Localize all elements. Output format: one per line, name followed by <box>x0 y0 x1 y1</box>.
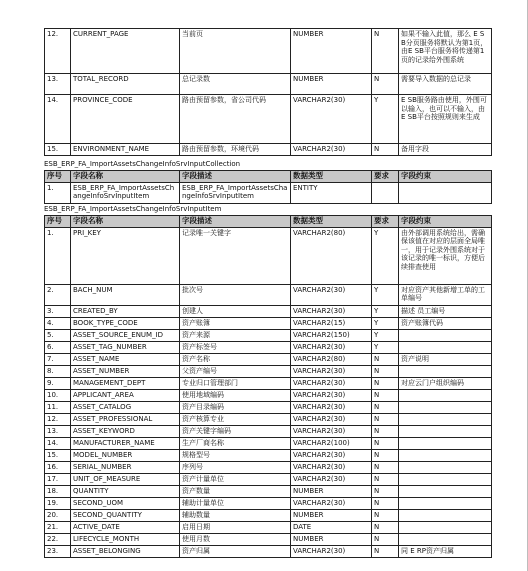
cell-note: E SB服务路由使用，外围可以输入，也可以不输入，由E SB平台按照规则来生成 <box>399 95 492 144</box>
table-row <box>45 227 492 284</box>
cell-type: VARCHAR2(100) <box>291 437 372 449</box>
cell-note: 备用字段 <box>399 144 492 156</box>
cell-type: NUMBER <box>291 29 372 74</box>
cell-field: ENVIRONMENT_NAME <box>71 144 180 156</box>
cell-desc: 规格型号 <box>180 449 291 461</box>
cell-type: VARCHAR2(80) <box>291 227 372 284</box>
table-row <box>45 425 492 437</box>
table-row <box>45 473 492 485</box>
cell-no: 22. <box>45 533 71 545</box>
cell-no: 20. <box>45 509 71 521</box>
table-row <box>45 29 492 74</box>
cell-note <box>399 461 492 473</box>
cell-no: 16. <box>45 461 71 473</box>
cell-note: 如果不输入此值，那么 E SB分页服务将默认为第1页，由E SB平台服务将传递第1页的记录给外围系统 <box>399 29 492 74</box>
continued-field-table-body <box>45 29 492 156</box>
cell-desc: 当前页 <box>180 29 291 74</box>
cell-field: ASSET_TAG_NUMBER <box>71 341 180 353</box>
table-row <box>45 389 492 401</box>
cell-field: ASSET_KEYWORD <box>71 425 180 437</box>
cell-desc: 资产目录编码 <box>180 401 291 413</box>
cell-req: N <box>372 461 399 473</box>
cell-field: APPLICANT_AREA <box>71 389 180 401</box>
table-row <box>45 317 492 329</box>
cell-desc: 创建人 <box>180 305 291 317</box>
cell-field: MODEL_NUMBER <box>71 449 180 461</box>
cell-field: ESB_ERP_FA_ImportAssetsChangeInfoSrvInputItem <box>71 182 180 203</box>
cell-field: ASSET_NUMBER <box>71 365 180 377</box>
cell-field: SECOND_QUANTITY <box>71 509 180 521</box>
table-row <box>45 449 492 461</box>
header-field: 字段名称 <box>71 171 180 183</box>
cell-no: 8. <box>45 365 71 377</box>
header-req: 要求 <box>372 216 399 228</box>
cell-type: VARCHAR2(30) <box>291 284 372 305</box>
cell-no: 14. <box>45 437 71 449</box>
cell-type: VARCHAR2(30) <box>291 449 372 461</box>
cell-no: 17. <box>45 473 71 485</box>
cell-field: TOTAL_RECORD <box>71 74 180 95</box>
cell-type: DATE <box>291 521 372 533</box>
table-row <box>45 485 492 497</box>
cell-req: N <box>372 497 399 509</box>
cell-req: N <box>372 29 399 74</box>
table-row <box>45 437 492 449</box>
cell-req: N <box>372 377 399 389</box>
cell-field: PRI_KEY <box>71 227 180 284</box>
cell-type: VARCHAR2(30) <box>291 389 372 401</box>
cell-desc: 辅助计量单位 <box>180 497 291 509</box>
cell-note <box>399 473 492 485</box>
cell-desc: 路由预留参数，环境代码 <box>180 144 291 156</box>
cell-field: BACH_NUM <box>71 284 180 305</box>
cell-no: 12. <box>45 413 71 425</box>
cell-desc: 资产账簿 <box>180 317 291 329</box>
cell-req: N <box>372 413 399 425</box>
cell-note <box>399 413 492 425</box>
cell-req: N <box>372 437 399 449</box>
table-row <box>45 353 492 365</box>
table-row <box>45 509 492 521</box>
cell-note: 对应资产其他新增工单的工单编号 <box>399 284 492 305</box>
cell-type: VARCHAR2(30) <box>291 473 372 485</box>
cell-req: Y <box>372 95 399 144</box>
cell-desc: 资产计量单位 <box>180 473 291 485</box>
cell-desc: 使用地域编码 <box>180 389 291 401</box>
cell-note <box>399 182 492 203</box>
table-row <box>45 74 492 95</box>
cell-field: ASSET_CATALOG <box>71 401 180 413</box>
table-row <box>45 413 492 425</box>
cell-desc: 使用月数 <box>180 533 291 545</box>
cell-note: 需要导入数据的总记录 <box>399 74 492 95</box>
cell-desc: 总记录数 <box>180 74 291 95</box>
cell-type: VARCHAR2(30) <box>291 461 372 473</box>
table-row <box>45 305 492 317</box>
cell-type: ENTITY <box>291 182 372 203</box>
collection-table <box>44 170 492 204</box>
header-field: 字段名称 <box>71 216 180 228</box>
cell-no: 21. <box>45 521 71 533</box>
cell-desc: ESB_ERP_FA_ImportAssetsChangeInfoSrvInputItem <box>180 182 291 203</box>
cell-no: 23. <box>45 545 71 557</box>
cell-field: ASSET_SOURCE_ENUM_ID <box>71 329 180 341</box>
item-caption: ESB_ERP_FA_ImportAssetsChangeInfoSrvInputItem <box>44 205 222 213</box>
cell-no: 4. <box>45 317 71 329</box>
header-note: 字段约束 <box>399 216 492 228</box>
cell-req: N <box>372 74 399 95</box>
cell-type: NUMBER <box>291 485 372 497</box>
cell-no: 9. <box>45 377 71 389</box>
collection-table-body <box>45 182 492 203</box>
cell-type: VARCHAR2(30) <box>291 545 372 557</box>
collection-caption: ESB_ERP_FA_ImportAssetsChangeInfoSrvInputCollection <box>44 160 241 168</box>
cell-field: PROVINCE_CODE <box>71 95 180 144</box>
cell-req: Y <box>372 329 399 341</box>
cell-desc: 资产名称 <box>180 353 291 365</box>
cell-no: 15. <box>45 449 71 461</box>
cell-note: 对应云门户组织编码 <box>399 377 492 389</box>
cell-no: 12. <box>45 29 71 74</box>
cell-desc: 记录唯一关键字 <box>180 227 291 284</box>
cell-field: SERIAL_NUMBER <box>71 461 180 473</box>
cell-type: VARCHAR2(30) <box>291 144 372 156</box>
cell-type: VARCHAR2(30) <box>291 377 372 389</box>
cell-desc: 生产厂商名称 <box>180 437 291 449</box>
header-desc: 字段描述 <box>180 216 291 228</box>
cell-desc: 资产标签号 <box>180 341 291 353</box>
cell-note <box>399 449 492 461</box>
cell-no: 15. <box>45 144 71 156</box>
cell-req: N <box>372 533 399 545</box>
continued-field-table <box>44 28 492 156</box>
cell-no: 14. <box>45 95 71 144</box>
cell-req: N <box>372 401 399 413</box>
cell-desc: 路由预留参数，省公司代码 <box>180 95 291 144</box>
table-row <box>45 144 492 156</box>
table-row <box>45 521 492 533</box>
cell-field: ASSET_NAME <box>71 353 180 365</box>
cell-type: VARCHAR2(30) <box>291 341 372 353</box>
cell-note <box>399 521 492 533</box>
cell-desc: 资产核算专业 <box>180 413 291 425</box>
cell-req: Y <box>372 341 399 353</box>
cell-type: VARCHAR2(150) <box>291 329 372 341</box>
cell-note: 同 E RP资产归属 <box>399 545 492 557</box>
cell-type: VARCHAR2(30) <box>291 425 372 437</box>
cell-type: VARCHAR2(30) <box>291 365 372 377</box>
cell-note <box>399 401 492 413</box>
cell-req: N <box>372 144 399 156</box>
item-field-table-body <box>45 227 492 557</box>
cell-no: 18. <box>45 485 71 497</box>
cell-no: 2. <box>45 284 71 305</box>
cell-desc: 资产归属 <box>180 545 291 557</box>
cell-field: ASSET_BELONGING <box>71 545 180 557</box>
cell-req: Y <box>372 305 399 317</box>
cell-field: ACTIVE_DATE <box>71 521 180 533</box>
cell-req: N <box>372 545 399 557</box>
cell-note: 描述 员工编号 <box>399 305 492 317</box>
cell-note <box>399 533 492 545</box>
cell-note <box>399 389 492 401</box>
cell-req: Y <box>372 317 399 329</box>
cell-type: VARCHAR2(30) <box>291 95 372 144</box>
table-row <box>45 497 492 509</box>
cell-req: N <box>372 521 399 533</box>
cell-field: BOOK_TYPE_CODE <box>71 317 180 329</box>
header-type: 数据类型 <box>291 171 372 183</box>
cell-field: QUANTITY <box>71 485 180 497</box>
cell-desc: 资产关键字编码 <box>180 425 291 437</box>
cell-desc: 父资产编号 <box>180 365 291 377</box>
cell-no: 1. <box>45 182 71 203</box>
cell-req: N <box>372 473 399 485</box>
cell-desc: 专业归口管理部门 <box>180 377 291 389</box>
cell-field: ASSET_PROFESSIONAL <box>71 413 180 425</box>
cell-note <box>399 437 492 449</box>
header-no: 序号 <box>45 216 71 228</box>
cell-req: N <box>372 509 399 521</box>
cell-field: LIFECYCLE_MONTH <box>71 533 180 545</box>
cell-note <box>399 497 492 509</box>
cell-no: 7. <box>45 353 71 365</box>
table-row <box>45 95 492 144</box>
cell-no: 13. <box>45 425 71 437</box>
cell-note <box>399 485 492 497</box>
cell-type: NUMBER <box>291 509 372 521</box>
cell-type: NUMBER <box>291 74 372 95</box>
header-note: 字段约束 <box>399 171 492 183</box>
cell-field: SECOND_UOM <box>71 497 180 509</box>
table-header-row <box>45 216 492 228</box>
table-row <box>45 341 492 353</box>
cell-no: 3. <box>45 305 71 317</box>
cell-type: VARCHAR2(30) <box>291 497 372 509</box>
table-row <box>45 533 492 545</box>
table-row <box>45 284 492 305</box>
cell-no: 5. <box>45 329 71 341</box>
cell-desc: 启用日期 <box>180 521 291 533</box>
cell-type: VARCHAR2(30) <box>291 413 372 425</box>
cell-req: Y <box>372 227 399 284</box>
cell-type: VARCHAR2(30) <box>291 401 372 413</box>
cell-note: 资产说明 <box>399 353 492 365</box>
cell-field: CURRENT_PAGE <box>71 29 180 74</box>
table-row <box>45 545 492 557</box>
table-row <box>45 461 492 473</box>
cell-field: UNIT_OF_MEASURE <box>71 473 180 485</box>
cell-req: N <box>372 389 399 401</box>
table-row <box>45 182 492 203</box>
table-row <box>45 377 492 389</box>
cell-desc: 辅助数量 <box>180 509 291 521</box>
cell-req: N <box>372 425 399 437</box>
cell-note <box>399 425 492 437</box>
cell-note <box>399 509 492 521</box>
cell-field: CREATED_BY <box>71 305 180 317</box>
cell-type: NUMBER <box>291 533 372 545</box>
cell-no: 10. <box>45 389 71 401</box>
cell-no: 13. <box>45 74 71 95</box>
cell-desc: 资产数量 <box>180 485 291 497</box>
cell-no: 1. <box>45 227 71 284</box>
cell-no: 19. <box>45 497 71 509</box>
header-type: 数据类型 <box>291 216 372 228</box>
cell-note: 由外部调用系统给出，需确保该值在对应的层面全局唯一，用于记录外围系统对于该记录的唯一标识，方便后续排查使用 <box>399 227 492 284</box>
cell-req: Y <box>372 284 399 305</box>
cell-desc: 批次号 <box>180 284 291 305</box>
cell-req <box>372 182 399 203</box>
table-header-row <box>45 171 492 183</box>
cell-note <box>399 341 492 353</box>
cell-field: MANUFACTURER_NAME <box>71 437 180 449</box>
cell-req: N <box>372 449 399 461</box>
item-field-table <box>44 215 492 558</box>
cell-req: N <box>372 365 399 377</box>
cell-note <box>399 365 492 377</box>
header-desc: 字段描述 <box>180 171 291 183</box>
header-no: 序号 <box>45 171 71 183</box>
cell-field: MANAGEMENT_DEPT <box>71 377 180 389</box>
cell-type: VARCHAR2(15) <box>291 317 372 329</box>
cell-desc: 序列号 <box>180 461 291 473</box>
table-row <box>45 329 492 341</box>
table-row <box>45 401 492 413</box>
header-req: 要求 <box>372 171 399 183</box>
cell-no: 11. <box>45 401 71 413</box>
cell-type: VARCHAR2(30) <box>291 305 372 317</box>
table-row <box>45 365 492 377</box>
cell-no: 6. <box>45 341 71 353</box>
cell-req: N <box>372 485 399 497</box>
cell-note <box>399 329 492 341</box>
cell-note: 资产账簿代码 <box>399 317 492 329</box>
cell-desc: 资产来源 <box>180 329 291 341</box>
cell-req: N <box>372 353 399 365</box>
cell-type: VARCHAR2(80) <box>291 353 372 365</box>
